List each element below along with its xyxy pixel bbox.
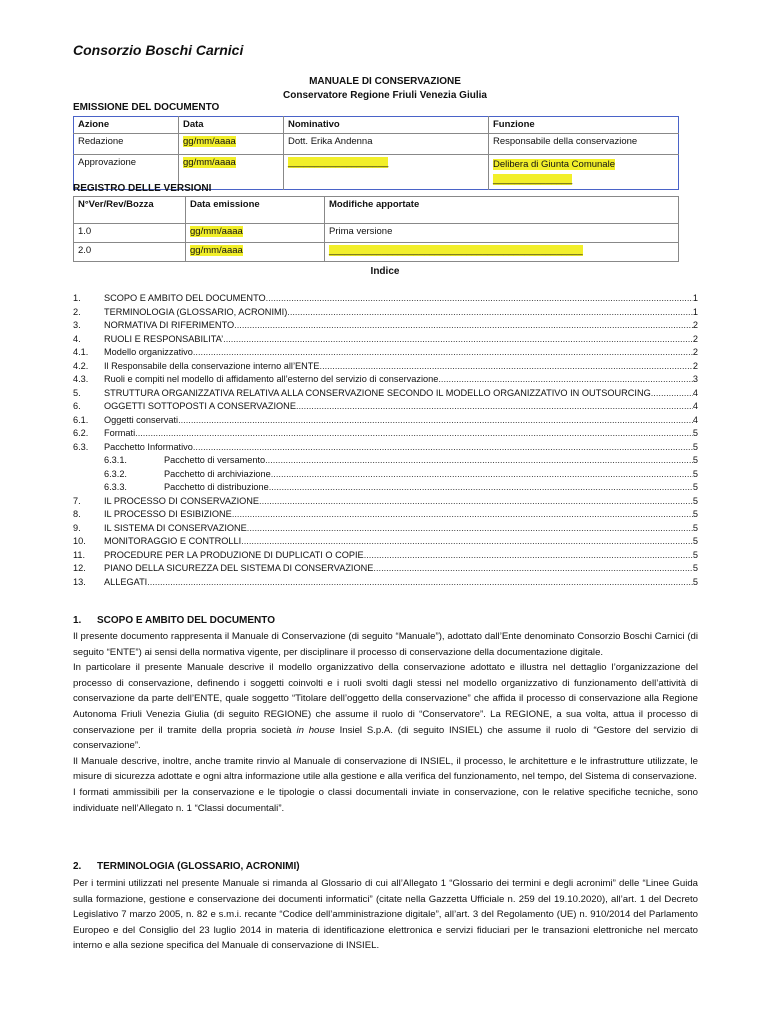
toc-leader [259, 495, 693, 509]
versions-header-ver: N°Ver/Rev/Bozza [74, 197, 186, 224]
toc-leader [266, 292, 693, 306]
toc-page: 5 [692, 509, 698, 519]
version-cell: 2.0 [74, 243, 186, 262]
document-title: MANUALE DI CONSERVAZIONE [309, 76, 461, 87]
toc-page: 5 [692, 563, 698, 573]
toc-page: 5 [692, 441, 698, 452]
version-cell: Prima versione [325, 224, 679, 243]
toc-title-text: OGGETTI SOTTOPOSTI A CONSERVAZIONE [104, 401, 296, 411]
toc-leader [223, 333, 693, 347]
toc-item[interactable] [73, 387, 698, 401]
toc-number: 6. [73, 401, 81, 411]
section-1-body [73, 629, 698, 816]
emission-label: EMISSIONE DEL DOCUMENTO [73, 102, 220, 113]
emission-header-azione: Azione [74, 117, 179, 134]
toc-title-text: Oggetti conservati [104, 414, 179, 425]
section-2-body [73, 876, 698, 954]
toc-item[interactable] [73, 333, 698, 347]
toc-title-text: Pacchetto di archiviazione [164, 468, 271, 479]
version-date-field[interactable]: gg/mm/aaaa [190, 226, 243, 237]
toc-page: 4 [692, 387, 698, 398]
toc-title-text: SCOPO E AMBITO DEL DOCUMENTO [104, 293, 266, 303]
toc-number: 4.3. [73, 374, 89, 384]
toc-title-text: Ruoli e compiti nel modello di affidamento all’esterno del servizio di conservazione [104, 374, 439, 384]
versions-header-changes: Modifiche apportate [325, 197, 679, 224]
toc-page: 5 [692, 536, 698, 546]
emission-header-nominativo: Nominativo [284, 117, 489, 134]
toc-title-text: RUOLI E RESPONSABILITA’ [104, 333, 224, 344]
toc-page: 5 [692, 428, 698, 438]
toc-number: 6.1. [73, 414, 89, 425]
organization-name: Consorzio Boschi Carnici [73, 42, 244, 58]
toc-item[interactable] [73, 306, 698, 320]
toc-item[interactable] [73, 481, 698, 495]
toc-item[interactable] [73, 346, 698, 360]
toc-number: 6.3.2. [104, 468, 127, 479]
toc-page: 5 [692, 455, 698, 465]
toc-title-text: IL PROCESSO DI ESIBIZIONE [104, 509, 232, 519]
toc-leader [364, 549, 693, 563]
toc-leader [265, 454, 693, 468]
toc-item[interactable] [73, 535, 698, 549]
toc-page: 3 [692, 374, 698, 384]
toc-leader [234, 319, 693, 333]
table-of-contents [73, 292, 698, 589]
toc-leader [651, 387, 693, 401]
toc-page: 2 [692, 347, 698, 357]
toc-leader [438, 373, 693, 387]
toc-item[interactable] [73, 508, 698, 522]
toc-item[interactable] [73, 454, 698, 468]
paragraph: Il presente documento rappresenta il Manuale di Conservazione (di seguito “Manuale”), adottato dall’Ente denominato Consorzio Boschi Carnici (di seguito “ENTE”) ai sensi della normativa vigente, per disciplinare il processo di conservazione della documentazione digitale. [73, 631, 698, 658]
table-row [74, 224, 679, 243]
toc-number: 6.3.1. [104, 455, 127, 465]
toc-page: 5 [692, 549, 698, 560]
toc-indent [73, 468, 104, 482]
toc-number: 7. [73, 495, 81, 506]
toc-leader [247, 522, 693, 536]
paragraph: In particolare il presente Manuale descrive il modello organizzativo della conservazione adottato e illustra nel dettaglio l’organizzazione del processo di conservazione, definendo i soggetti coinvolti e i ruoli svolti dagli stessi nel modello organizzativo di funzionamento dell’attività di conservazione da parte dell’ENTE, quale soggetto “Titolare dell’oggetto della conservazione” che affida il processo di conservazione alla Regione Autonoma Friuli Venezia Giulia (di seguito REGIONE) che assume il ruolo di “Conservatore”. La REGIONE, a sua volta, attua il processo di conservazione per il tramite della propria società in house Insiel S.p.A. (di seguito INSIEL) che assume il ruolo di “Gestore del servizio di conservazione”. [73, 662, 698, 752]
table-row [74, 134, 679, 155]
section-number: 1. [73, 615, 82, 626]
toc-title-text: Pacchetto Informativo [104, 441, 193, 452]
paragraph: I formati ammissibili per la conservazione e le tipologie o classi documentali inviate in conservazione, con le relative specifiche tecniche, sono individuate nell’Allegato n. 1 “Classi documentali”. [73, 786, 698, 814]
toc-item[interactable] [73, 400, 698, 414]
emission-table [73, 116, 679, 190]
toc-page: 2 [692, 320, 698, 330]
toc-item[interactable] [73, 522, 698, 536]
toc-leader [232, 508, 693, 522]
section-2-heading [73, 861, 300, 872]
toc-number: 3. [73, 320, 81, 330]
toc-title-text: Formati [104, 428, 136, 438]
toc-number: 12. [73, 563, 86, 573]
toc-leader [296, 400, 693, 414]
toc-item[interactable] [73, 562, 698, 576]
toc-page: 1 [692, 293, 698, 303]
versions-table [73, 196, 679, 262]
toc-number: 8. [73, 509, 81, 519]
toc-item[interactable] [73, 414, 698, 428]
toc-number: 4.1. [73, 347, 89, 357]
toc-title-text: IL SISTEMA DI CONSERVAZIONE [104, 522, 247, 533]
version-date-field[interactable]: gg/mm/aaaa [190, 245, 243, 256]
toc-leader [178, 414, 693, 428]
emission-cell: Dott. Erika Andenna [284, 134, 489, 155]
toc-number: 6.3.3. [104, 482, 127, 492]
toc-leader [193, 441, 693, 455]
toc-number: 10. [73, 536, 86, 546]
toc-item[interactable] [73, 576, 698, 590]
document-subtitle: Conservatore Regione Friuli Venezia Giulia [283, 90, 487, 101]
toc-item[interactable] [73, 468, 698, 482]
toc-number: 1. [73, 293, 81, 303]
toc-leader [147, 576, 693, 590]
toc-leader [320, 360, 693, 374]
toc-leader [241, 535, 693, 549]
toc-indent [73, 454, 104, 468]
versions-header-date: Data emissione [186, 197, 325, 224]
toc-page: 2 [692, 360, 698, 371]
toc-title-text: Pacchetto di versamento [164, 455, 266, 465]
toc-title-text: STRUTTURA ORGANIZZATIVA RELATIVA ALLA CONSERVAZIONE SECONDO IL MODELLO ORGANIZZATIVO IN OUTSOURCING [104, 387, 651, 398]
toc-title-text: ALLEGATI [104, 576, 148, 587]
toc-indent [73, 481, 104, 495]
toc-page: 5 [692, 468, 698, 479]
nominativo-field[interactable]: ___________________ [288, 157, 389, 168]
toc-item[interactable] [73, 549, 698, 563]
toc-leader [269, 481, 693, 495]
toc-item[interactable] [73, 319, 698, 333]
toc-page: 4 [692, 401, 698, 411]
emission-date-field[interactable]: gg/mm/aaaa [183, 157, 236, 168]
toc-number: 6.3. [73, 441, 89, 452]
toc-item[interactable] [73, 427, 698, 441]
section-1-heading [73, 615, 275, 626]
toc-page: 5 [692, 495, 698, 506]
toc-item[interactable] [73, 360, 698, 374]
toc-number: 6.2. [73, 428, 89, 438]
toc-title-text: Pacchetto di distribuzione [164, 482, 269, 492]
emission-cell: Responsabile della conservazione [489, 134, 679, 155]
toc-title-text: PROCEDURE PER LA PRODUZIONE DI DUPLICATI O COPIE [104, 549, 364, 560]
toc-number: 4.2. [73, 360, 89, 371]
toc-title-text: NORMATIVA DI RIFERIMENTO [104, 320, 235, 330]
emission-header-data: Data [179, 117, 284, 134]
toc-page: 5 [692, 522, 698, 533]
toc-page: 1 [692, 306, 698, 317]
toc-title-text: PIANO DELLA SICUREZZA DEL SISTEMA DI CONSERVAZIONE [104, 563, 374, 573]
toc-number: 2. [73, 306, 81, 317]
emission-cell: Approvazione [74, 155, 179, 190]
toc-leader [287, 306, 693, 320]
toc-leader [271, 468, 693, 482]
toc-title-text: IL PROCESSO DI CONSERVAZIONE [104, 495, 260, 506]
toc-item[interactable] [73, 292, 698, 306]
toc-title-text: Il Responsabile della conservazione interno all’ENTE [104, 360, 320, 371]
toc-item[interactable] [73, 441, 698, 455]
toc-number: 11. [73, 549, 86, 560]
emission-header-funzione: Funzione [489, 117, 679, 134]
table-row [74, 243, 679, 262]
toc-number: 5. [73, 387, 81, 398]
toc-leader [373, 562, 692, 576]
toc-page: 4 [692, 414, 698, 425]
toc-leader [193, 346, 693, 360]
toc-number: 4. [73, 333, 81, 344]
toc-title-text: Modello organizzativo [104, 347, 193, 357]
toc-title-text: MONITORAGGIO E CONTROLLI [104, 536, 242, 546]
toc-title-text: TERMINOLOGIA (GLOSSARIO, ACRONIMI) [104, 306, 288, 317]
toc-page: 5 [692, 576, 698, 587]
toc-number: 13. [73, 576, 86, 587]
toc-item[interactable] [73, 373, 698, 387]
emission-date-field[interactable]: gg/mm/aaaa [183, 136, 236, 147]
toc-page: 5 [692, 482, 698, 492]
delibera-field[interactable]: Delibera di Giunta Comunale _______________ [493, 159, 615, 185]
versions-label: REGISTRO DELLE VERSIONI [73, 183, 212, 194]
section-title: SCOPO E AMBITO DEL DOCUMENTO [97, 615, 275, 626]
changes-field[interactable]: ________________________________________________ [329, 245, 583, 256]
paragraph: Per i termini utilizzati nel presente Manuale si rimanda al Glossario di cui all’Allegato 1 “Glossario dei termini e degli acronimi” delle “Linee Guida sulla formazione, gestione e conservazione dei documenti informatici” (citate nella Gazzetta Ufficiale n. 259 del 19.10.2020), all’art. 1 del Decreto Legislativo 7 marzo 2005, n. 82 e s.m.i. recante “Codice dell’amministrazione digitale”, all’art. 3 del Regolamento (UE) n. 910/2014 del Parlamento Europeo e del Consiglio del 23 luglio 2014 in materia di identificazione elettronica e servizi fiduciari per le transazioni elettroniche nel mercato interno e alla sezione specifica del Manuale di conservazione di INSIEL. [73, 878, 698, 952]
emission-cell: Redazione [74, 134, 179, 155]
section-number: 2. [73, 861, 82, 872]
paragraph: Il Manuale descrive, inoltre, anche tramite rinvio al Manuale di conservazione di INSIEL, il processo, le architetture e le infrastrutture utilizzate, le misure di sicurezza adottate e ogni altra informazione utile alla gestione e alla verifica del funzionamento, nel tempo, del Sistema di conservazione. [73, 755, 698, 783]
toc-page: 2 [692, 333, 698, 344]
toc-leader [135, 427, 693, 441]
toc-number: 9. [73, 522, 81, 533]
toc-item[interactable] [73, 495, 698, 509]
version-cell: 1.0 [74, 224, 186, 243]
section-title: TERMINOLOGIA (GLOSSARIO, ACRONIMI) [97, 861, 300, 872]
toc-title: Indice [370, 266, 400, 277]
